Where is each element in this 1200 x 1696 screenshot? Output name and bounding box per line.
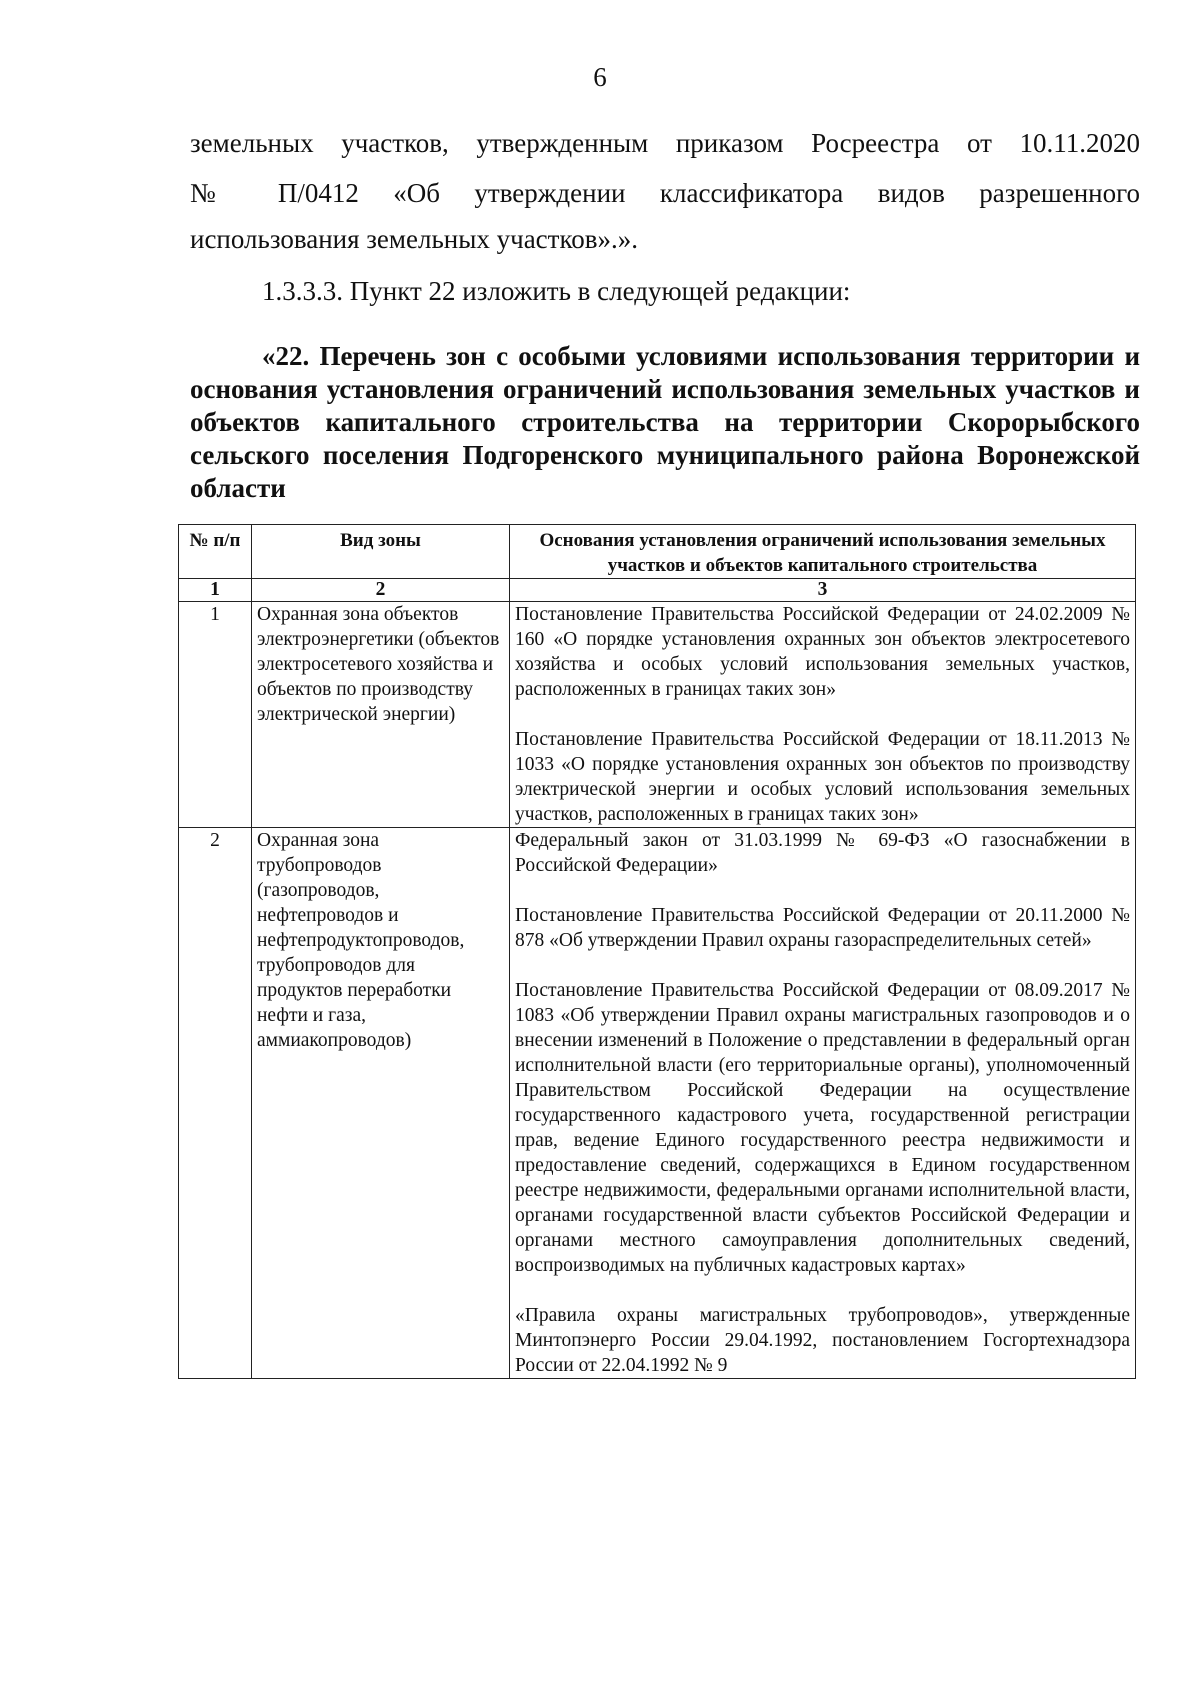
table-row [179, 602, 1136, 828]
intro-line-2: № П/0412 «Об утверждении классификатора видов разрешенного [190, 178, 1140, 208]
row-number: 2 [179, 828, 252, 1379]
header-zone-type: Вид зоны [252, 525, 510, 579]
bases-cell [510, 602, 1136, 828]
intro-line-3: использования земельных участков».». [190, 224, 638, 254]
zone-type-cell: Охранная зона трубопроводов (газопроводов, нефтепроводов и нефтепродуктопроводов, трубопроводов для продуктов переработки нефти и газа, аммиакопроводов) [252, 828, 510, 1379]
bases-cell [510, 828, 1136, 1379]
zones-table [178, 524, 1136, 1379]
column-number: 3 [510, 579, 1136, 602]
row-number: 1 [179, 602, 252, 828]
section-heading: «22. Перечень зон с особыми условиями использования территории и основания установления ограничений использования земельных участков и объектов капитального строительства на территории Скорорыбского сельского поселения Подгоренского муниципального района Воронежской области [190, 341, 1140, 503]
zone-type-cell: Охранная зона объектов электроэнергетики (объектов электросетевого хозяйства и объектов по производству электрической энергии) [252, 602, 510, 828]
intro-line-1: земельных участков, утвержденным приказом Росреестра от 10.11.2020 [190, 128, 1140, 158]
header-bases: Основания установления ограничений использования земельных участков и объектов капитального строительства [510, 525, 1136, 579]
amendment-instruction: 1.3.3.3. Пункт 22 изложить в следующей редакции: [262, 276, 851, 306]
column-number: 1 [179, 579, 252, 602]
legal-basis: Постановление Правительства Российской Федерации от 18.11.2013 № 1033 «О порядке установления охранных зон объектов по производству электрической энергии и особых условий использования земельных участков, расположенных в границах таких зон» [515, 729, 1130, 825]
legal-basis: «Правила охраны магистральных трубопроводов», утвержденные Минтопэнерго России 29.04.1992, постановлением Госгортехнадзора России от 22.04.1992 № 9 [515, 1305, 1130, 1376]
column-number-row [179, 579, 1136, 602]
page-number: 6 [593, 62, 607, 92]
table-header-row [179, 525, 1136, 579]
legal-basis: Постановление Правительства Российской Федерации от 20.11.2000 № 878 «Об утверждении Правил охраны газораспределительных сетей» [515, 905, 1130, 951]
table-row [179, 828, 1136, 1379]
column-number: 2 [252, 579, 510, 602]
header-num: № п/п [179, 525, 252, 579]
legal-basis: Постановление Правительства Российской Федерации от 24.02.2009 № 160 «О порядке установления охранных зон объектов электросетевого хозяйства и особых условий использования земельных участков, расположенных в границах таких зон» [515, 604, 1130, 700]
legal-basis: Федеральный закон от 31.03.1999 № 69-ФЗ «О газоснабжении в Российской Федерации» [515, 830, 1130, 876]
legal-basis: Постановление Правительства Российской Федерации от 08.09.2017 № 1083 «Об утверждении Правил охраны магистральных газопроводов и о внесении изменений в Положение о представлении в федеральный орган исполнительной власти (его территориальные органы), уполномоченный Правительством Российской Федерации на осуществление государственного кадастрового учета, государственной регистрации прав, ведение Единого государственного реестра недвижимости и предоставление сведений, содержащихся в Едином государственном реестре недвижимости, федеральными органами исполнительной власти, органами государственной власти субъектов Российской Федерации и органами местного самоуправления дополнительных сведений, воспроизводимых на публичных кадастровых картах» [515, 980, 1130, 1276]
